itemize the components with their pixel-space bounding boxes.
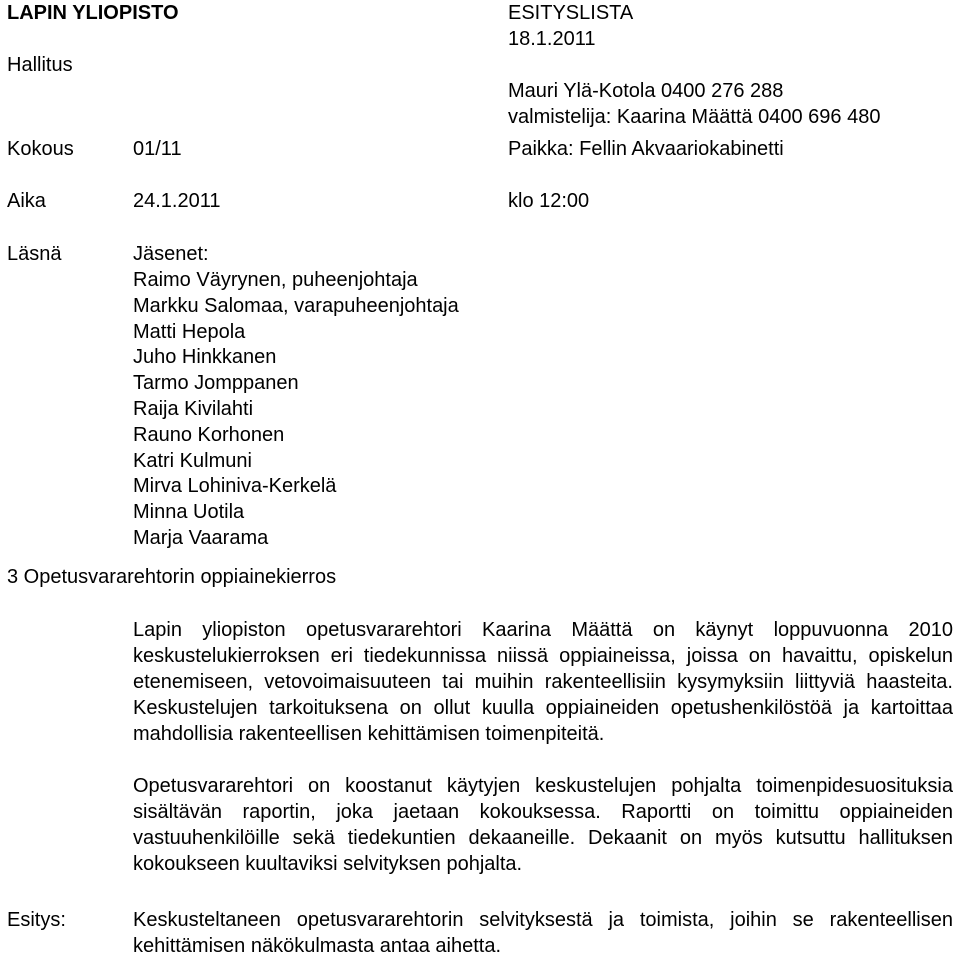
member-item: Rauno Korhonen [133, 423, 285, 446]
member-item: Raimo Väyrynen, puheenjohtaja [133, 269, 418, 291]
preparer: valmistelija: Kaarina Määttä 0400 696 480 [508, 106, 881, 128]
proposal-label: Esitys: [7, 909, 66, 931]
document-type: ESITYSLISTA [508, 2, 634, 24]
member-item: Raija Kivilahti [133, 397, 254, 420]
document-date: 18.1.2011 [508, 28, 596, 50]
attendance-label: Läsnä [7, 243, 62, 265]
governing-body: Hallitus [7, 54, 73, 76]
agenda-item-title: 3 Opetusvararehtorin oppiainekierros [7, 566, 337, 588]
member-item: Juho Hinkkanen [133, 346, 277, 369]
contact-person: Mauri Ylä-Kotola 0400 276 288 [508, 80, 784, 102]
member-item: Katri Kulmuni [133, 449, 252, 472]
organization-name: LAPIN YLIOPISTO [7, 2, 179, 24]
meeting-number: 01/11 [133, 138, 182, 160]
member-item: Mirva Lohiniva-Kerkelä [133, 475, 337, 498]
member-item: Marja Vaarama [133, 526, 269, 549]
paragraph-1: Lapin yliopiston opetusvararehtori Kaarina Määttä on käynyt loppuvuonna 2010 keskustelukierroksen eri tiedekunnissa niissä oppiaineissa, joissa on havaittu, opiskelun etenemiseen, vetovoimaisuuteen tai muihin rakenteellisiin kysymyksiin liittyviä haasteita. Keskustelujen tarkoituksena on ollut kuulla oppiaineiden opetushenkilöstöä ja kartoittaa mahdollisia rakenteellisen kehittämisen toimenpiteitä. [133, 619, 953, 745]
member-item: Matti Hepola [133, 320, 246, 343]
paragraph-2: Opetusvararehtori on koostanut käytyjen keskustelujen pohjalta toimenpidesuosituksia sisältävän raportin, joka jaetaan kokouksessa. Raportti on toimittu oppiaineiden vastuuhenkilöille sekä tiedekuntien dekaaneille. Dekaanit on myös kutsuttu hallituksen kokoukseen kuultaviksi selvityksen pohjalta. [133, 775, 953, 875]
meeting-place: Paikka: Fellin Akvaariokabinetti [508, 138, 784, 160]
meeting-date: 24.1.2011 [133, 190, 221, 212]
members-heading: Jäsenet: [133, 243, 209, 265]
meeting-label: Kokous [7, 138, 74, 160]
member-item: Minna Uotila [133, 501, 245, 524]
member-item: Tarmo Jomppanen [133, 372, 299, 395]
member-item: Markku Salomaa, varapuheenjohtaja [133, 294, 459, 317]
proposal-text: Keskusteltaneen opetusvararehtorin selvityksestä ja toimista, joihin se rakenteellisen kehittämisen näkökulmasta antaa aihetta. [133, 909, 953, 957]
time-label: Aika [7, 190, 46, 212]
members-list [133, 267, 459, 551]
meeting-time: klo 12:00 [508, 190, 590, 212]
